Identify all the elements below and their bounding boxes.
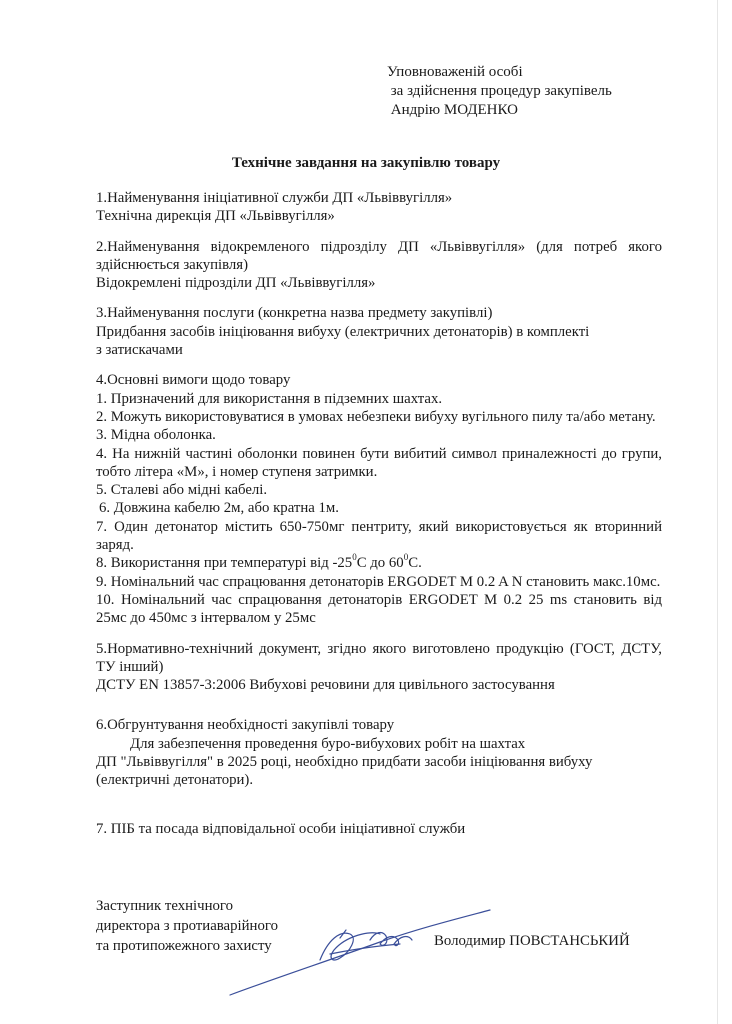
section-6-line-2: ДП "Львіввугілля" в 2025 році, необхідно придбати засоби ініціювання вибуху (електричні детонатори).: [96, 754, 593, 789]
addressee-block: [387, 63, 612, 120]
section-7-heading: 7. ПІБ та посада відповідальної особи ініціативної служби: [96, 820, 466, 837]
addressee-line-1: Уповноваженій особі: [387, 64, 523, 80]
temp-suffix: С.: [408, 555, 422, 572]
section-4: [96, 371, 662, 627]
section-3-heading: 3.Найменування послуги (конкретна назва предмету закупівлі): [96, 305, 493, 322]
document-title: Технічне завдання на закупівлю товару: [231, 155, 501, 171]
addressee-line-2: за здійснення процедур закупівель: [387, 83, 612, 99]
handwritten-signature: [200, 900, 500, 1010]
temp-prefix: 8. Використання при температурі від -25: [96, 555, 353, 572]
position-line-2: директора з протиаварійного: [96, 918, 278, 934]
position-line-3: та протипожежного захисту: [96, 938, 272, 954]
section-6-line-1: Для забезпечення проведення буро-вибухових робіт на шахтах: [130, 735, 526, 752]
section-3: [96, 304, 662, 359]
section-2: [96, 238, 662, 293]
section-1: [96, 189, 662, 226]
requirement-item: 6. Довжина кабелю 2м, або кратна 1м.: [99, 500, 339, 517]
requirement-item: 7. Один детонатор містить 650-750мг пентриту, який використовується як вторинний заряд.: [96, 518, 662, 554]
degree-sup-2: 0: [403, 552, 409, 563]
requirement-item: 3. Мідна оболонка.: [96, 427, 216, 444]
requirement-item: 5. Сталеві або мідні кабелі.: [96, 482, 268, 499]
position-line-1: Заступник технічного: [96, 898, 233, 914]
temp-middle: С до 60: [356, 555, 404, 572]
section-6: [96, 716, 662, 789]
requirement-item: 2. Можуть використовуватися в умовах небезпеки вибуху вугільного пилу та/або метану.: [96, 408, 656, 425]
requirement-item: 1. Призначений для використання в підземних шахтах.: [96, 390, 443, 407]
addressee-line-3: Андрію МОДЕНКО: [387, 102, 518, 118]
degree-sup-1: 0: [352, 552, 357, 563]
section-1-value: Технічна дирекція ДП «Львіввугілля»: [96, 208, 335, 225]
section-5-heading: 5.Нормативно-технічний документ, згідно якого виготовлено продукцію (ГОСТ, ДСТУ, ТУ інший): [96, 640, 662, 675]
section-5-value: ДСТУ EN 13857-3:2006 Вибухові речовини для цивільного застосування: [96, 677, 555, 694]
section-1-heading: 1.Найменування ініціативної служби ДП «Львіввугілля»: [96, 190, 453, 206]
document-body: [96, 189, 662, 850]
section-2-heading: 2.Найменування відокремленого підрозділу ДП «Львіввугілля» (для потреб якого здійснюється закупівля): [96, 238, 662, 273]
requirement-item: 10. Номінальний час спрацювання детонаторів ERGODET M 0.2 25 ms становить від 25мс до 450мс з інтервалом у 25мс: [96, 591, 662, 627]
section-7: [96, 820, 662, 838]
section-4-heading: 4.Основні вимоги щодо товару: [96, 372, 291, 389]
requirement-item-8: [96, 554, 662, 572]
section-5: [96, 640, 662, 695]
requirement-item: 4. На нижній частині оболонки повинен бути вибитий символ приналежності до групи, тобто літера «М», і номер ступеня затримки.: [96, 445, 662, 480]
section-2-value: Відокремлені підрозділи ДП «Львіввугілля»: [96, 275, 376, 292]
requirement-item: 9. Номінальний час спрацювання детонаторів ERGODET M 0.2 A N становить макс.10мс.: [96, 573, 661, 590]
page-edge: [717, 0, 718, 1024]
signer-name: Володимир ПОВСТАНСЬКИЙ: [434, 933, 630, 949]
section-3-value: Придбання засобів ініціювання вибуху (електричних детонаторів) в комплекті з затискачами: [96, 323, 590, 359]
section-6-heading: 6.Обгрунтування необхідності закупівлі товару: [96, 717, 395, 734]
